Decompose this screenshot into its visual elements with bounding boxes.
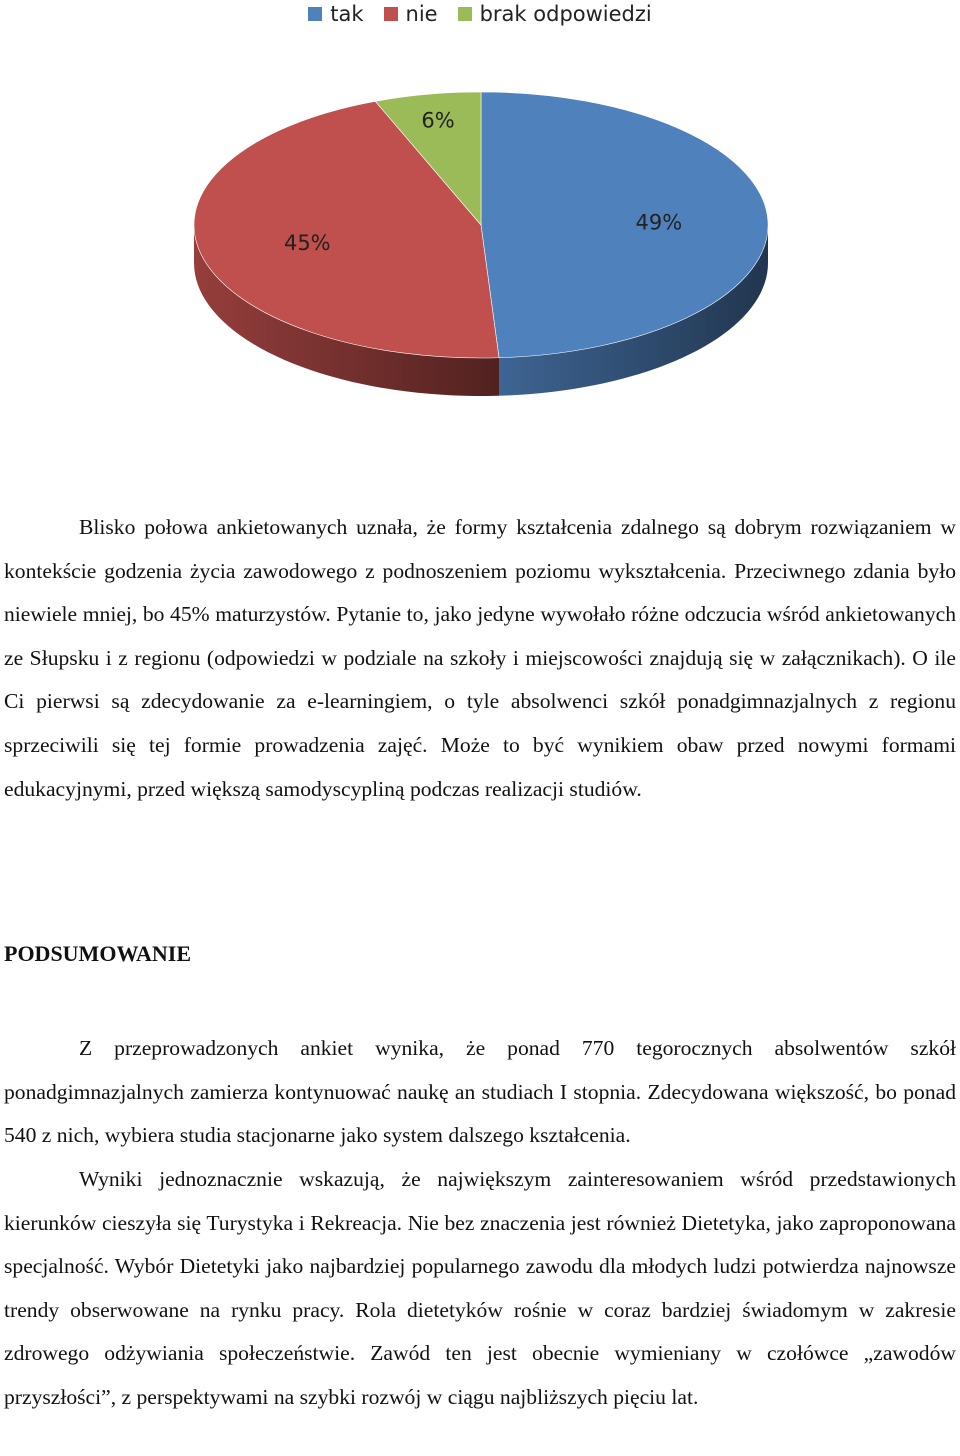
paragraph-results: Blisko połowa ankietowanych uznała, że formy kształcenia zdalnego są dobrym rozwiązaniem w kontekście godzenia życia zawodowego z podnoszeniem poziomu wykształcenia. Przeciwnego zdania było niewiele mniej, bo 45% maturzystów. Pytanie to, jako jedyne wywołało różne odczucia wśród ankietowanych ze Słupsku i z regionu (odpowiedzi w podziale na szkoły i miejscowości znajdują się w załącznikach). O ile Ci pierwsi są zdecydowanie za e-learningiem, o tyle absolwenci szkół ponadgimnazjalnych z regionu sprzeciwili się tej formie prowadzenia zajęć. Może to być wynikiem obaw przed nowymi formami edukacyjnymi, przed większą samodyscypliną podczas realizacji studiów.	[4, 515, 956, 801]
section-heading-summary: PODSUMOWANIE	[4, 941, 192, 966]
data-label-nie: 45%	[283, 231, 331, 255]
data-label-brak-odpowiedzi: 6%	[421, 108, 455, 133]
legend-item	[308, 2, 363, 26]
legend-item	[458, 2, 652, 26]
legend-swatch	[458, 7, 472, 21]
chart-legend	[0, 2, 960, 26]
data-label-tak: 49%	[635, 210, 683, 235]
legend-item	[384, 2, 438, 26]
pie-chart	[0, 40, 960, 430]
legend-label: nie	[405, 2, 438, 26]
legend-label: tak	[330, 2, 364, 26]
legend-swatch	[308, 7, 322, 21]
paragraph-summary-2: Wyniki jednoznacznie wskazują, że największym zainteresowaniem wśród przedstawionych kierunków cieszyła się Turystyka i Rekreacja. Nie bez znaczenia jest również Dietetyka, jako zaproponowana specjalność. Wybór Dietetyki jako najbardziej popularnego zawodu dla młodych ludzi potwierdza najnowsze trendy obserwowane na rynku pracy. Rola dietetyków rośnie w coraz bardziej świadomym w zakresie zdrowego odżywiania społeczeństwie. Zawód ten jest obecnie wymieniany w czołówce „zawodów przyszłości”, z perspektywami na szybki rozwój w ciągu najbliższych pięciu lat.	[4, 1167, 956, 1409]
legend-label: brak odpowiedzi	[479, 2, 652, 26]
legend-swatch	[384, 7, 398, 21]
paragraph-summary-1: Z przeprowadzonych ankiet wynika, że ponad 770 tegorocznych absolwentów szkół ponadgimnazjalnych zamierza kontynuować naukę an studiach I stopnia. Zdecydowana większość, bo ponad 540 z nich, wybiera studia stacjonarne jako system dalszego kształcenia.	[4, 1036, 956, 1148]
